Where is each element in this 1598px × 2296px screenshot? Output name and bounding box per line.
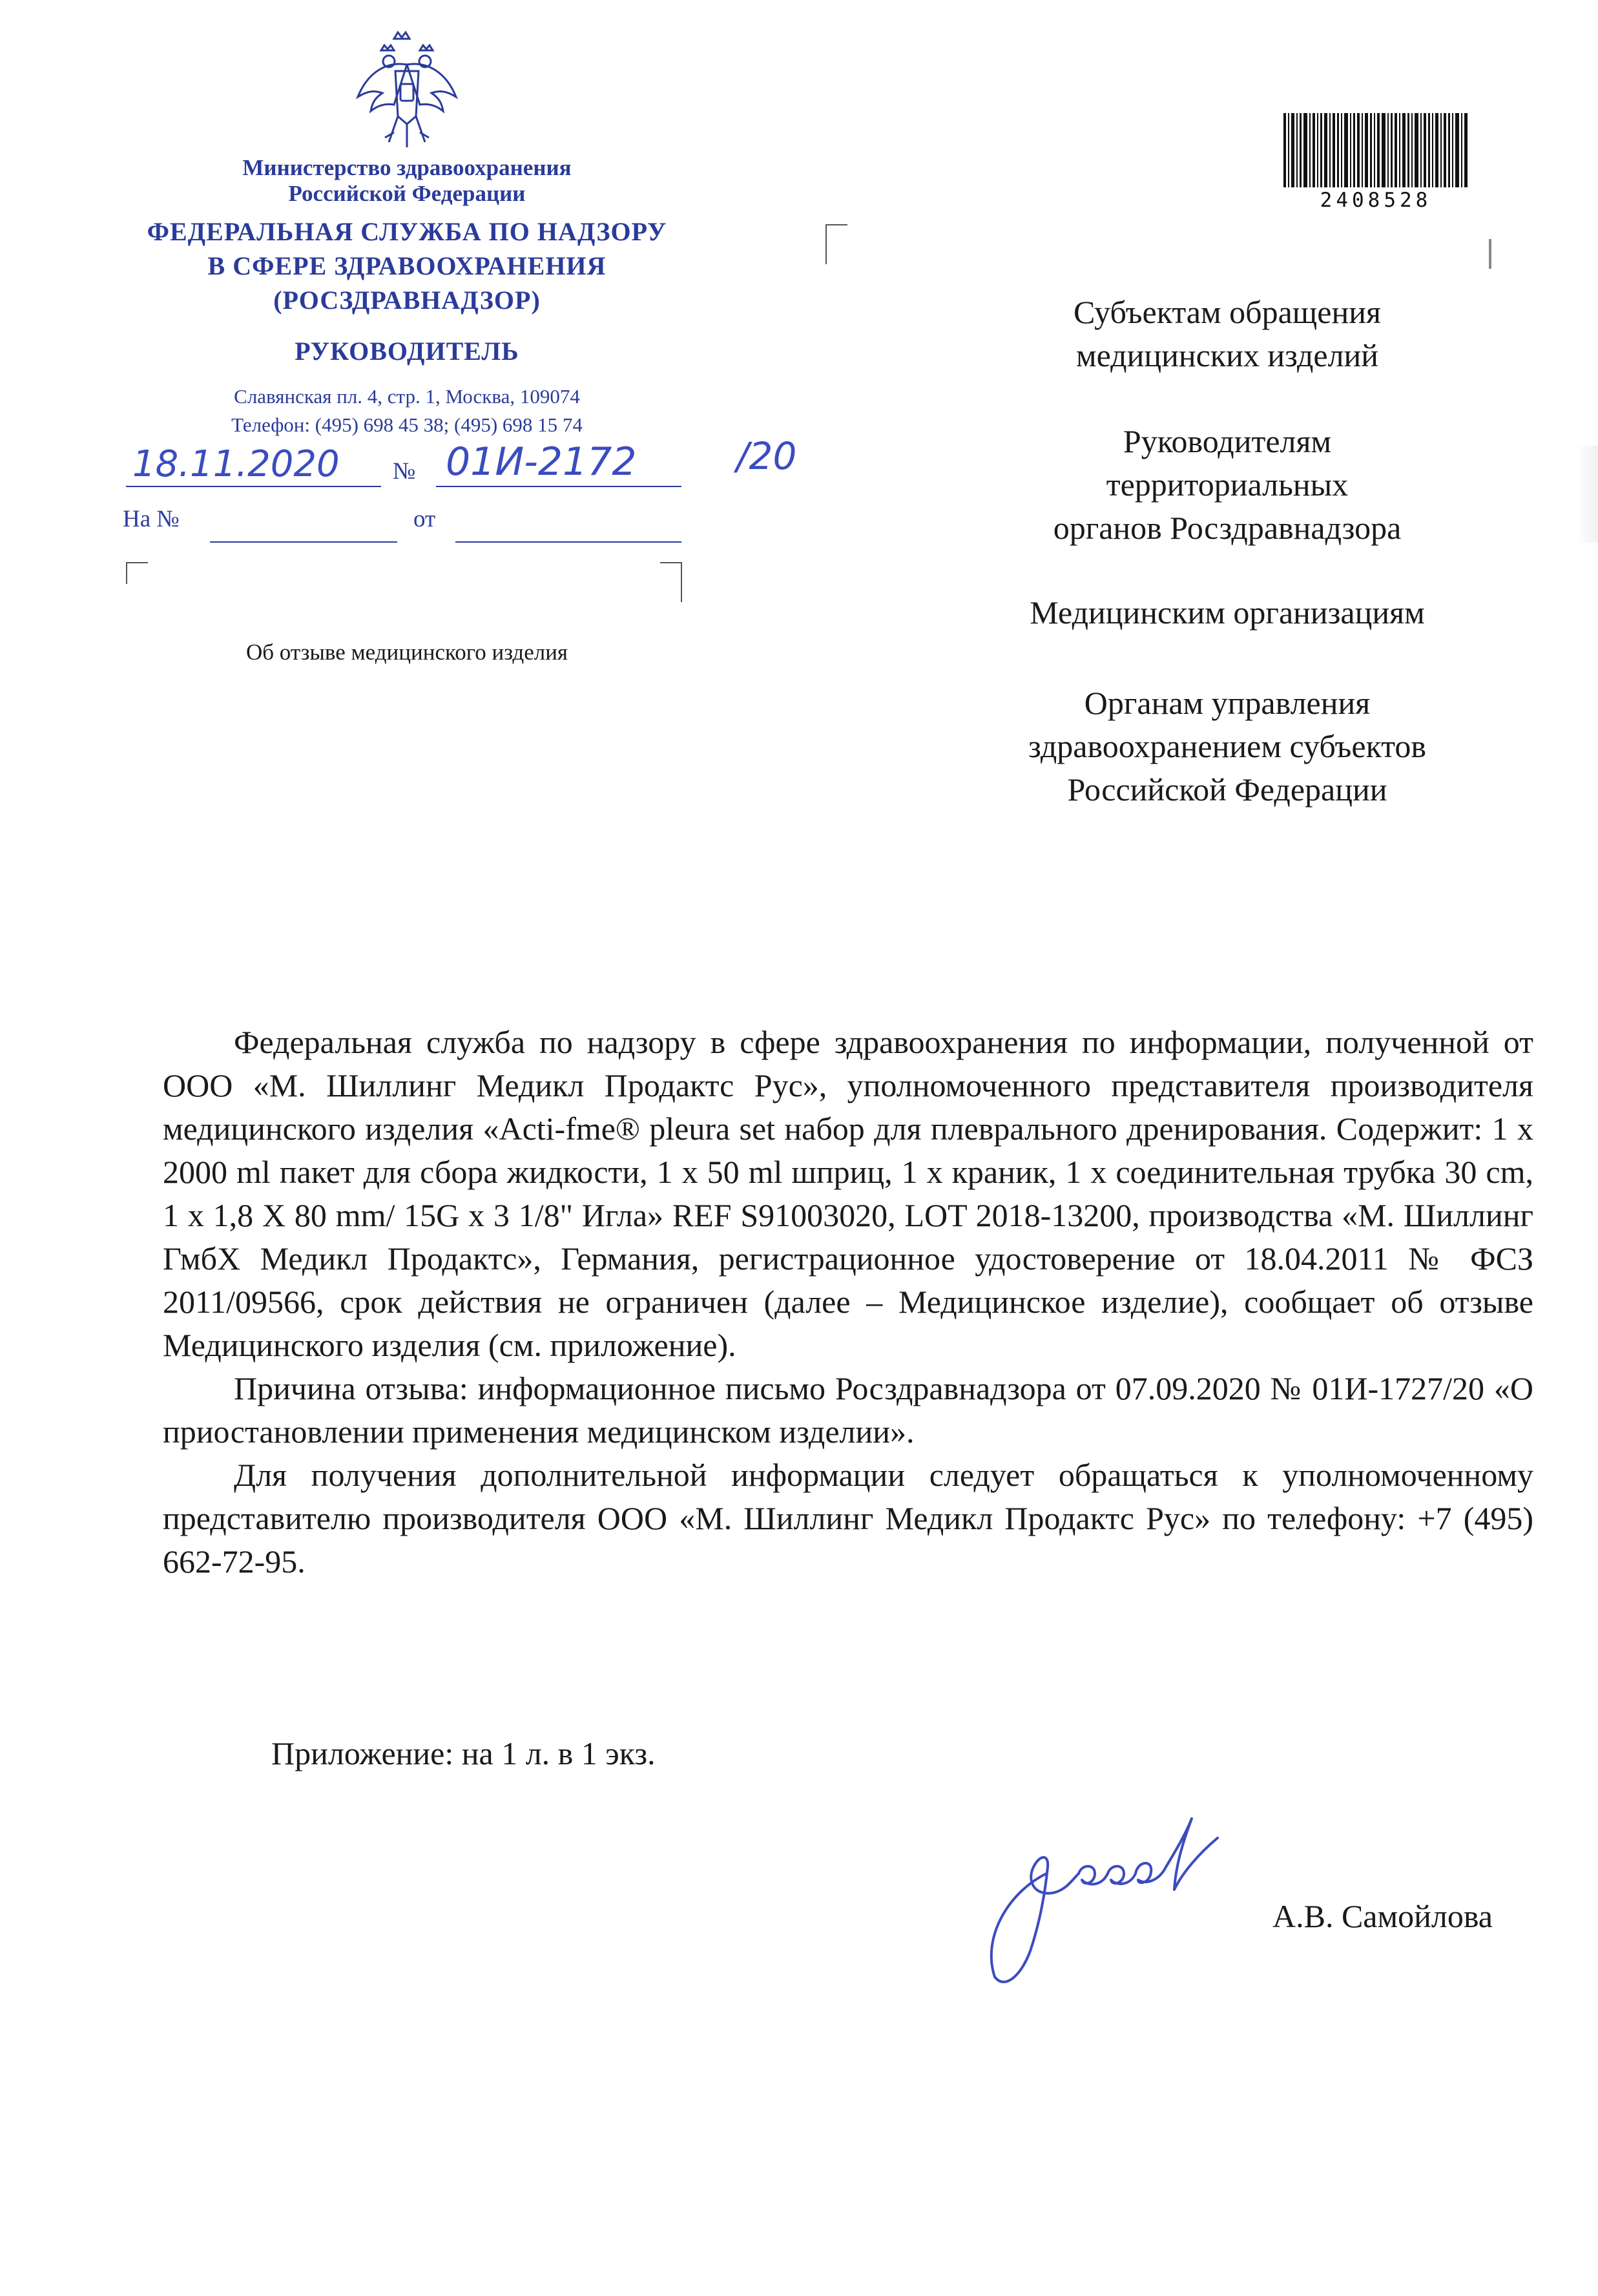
addressee-4-line3: Российской Федерации xyxy=(1067,771,1387,808)
handwritten-number: 01И-2172 xyxy=(446,439,637,485)
addressee-2-line2: территориальных xyxy=(1106,466,1349,503)
handwritten-date: 18.11.2020 xyxy=(132,443,340,485)
appendix-note: Приложение: на 1 л. в 1 экз. xyxy=(271,1735,656,1771)
position-title: РУКОВОДИТЕЛЬ xyxy=(295,337,519,366)
handwritten-signature-icon xyxy=(969,1783,1253,1996)
service-name-line3: (РОСЗДРАВНАДЗОР) xyxy=(273,286,541,315)
subject-line: Об отзыве медицинского изделия xyxy=(245,640,568,665)
bracket-top-right xyxy=(660,562,682,602)
service-name-line2: В СФЕРЕ ЗДРАВООХРАНЕНИЯ xyxy=(207,251,607,280)
addressee-block-2 xyxy=(904,420,1550,550)
ministry-name-line2: Российской Федерации xyxy=(288,181,526,206)
date-underline xyxy=(126,486,381,487)
coat-of-arms-icon xyxy=(349,26,465,155)
body-paragraph-2: Причина отзыва: информационное письмо Росздравнадзора от 07.09.2020 № 01И-1727/20 «О приостановлении применения медицинском изделии». xyxy=(163,1370,1533,1450)
reply-to-label: На № xyxy=(123,506,180,532)
service-name-line1: ФЕДЕРАЛЬНАЯ СЛУЖБА ПО НАДЗОРУ xyxy=(147,217,667,246)
addressee-1-line1: Субъектам обращения xyxy=(1074,294,1381,330)
body-paragraph-3: Для получения дополнительной информации следует обращаться к уполномоченному представителю производителя ООО «М. Шиллинг Медикл Продактс Рус» по телефону: +7 (495) 662-72-95. xyxy=(163,1457,1533,1580)
addressee-block-1 xyxy=(904,291,1550,377)
addressee-block-3 xyxy=(904,591,1550,634)
scan-mark xyxy=(1489,239,1491,269)
reply-date-blank xyxy=(455,541,681,543)
ministry-name-line1: Министерство здравоохранения xyxy=(242,155,572,180)
addressee-bracket xyxy=(825,224,847,264)
addressee-1-line2: медицинских изделий xyxy=(1075,337,1379,373)
address-line: Славянская пл. 4, стр. 1, Москва, 109074 xyxy=(234,385,580,408)
number-sign: № xyxy=(393,458,416,485)
addressee-2-line3: органов Росздравнадзора xyxy=(1053,510,1402,546)
body-paragraph-1: Федеральная служба по надзору в сфере здравоохранения по информации, полученной от ООО «М. Шиллинг Медикл Продактс Рус», уполномоченного представителя производителя медицинского изделия «Acti-fme® pleura set набор для плеврального дренирования. Содержит: 1 x 2000 ml пакет для сбора жидкости, 1 x 50 ml шприц, 1 x краник, 1 x соединительная трубка 30 cm, 1 x 1,8 X 80 mm/ 15G x 3 1/8" Игла» REF S91003020, LOT 2018-13200, производства «М. Шиллинг ГмбХ Медикл Продактс», Германия, регистрационное удостоверение от 18.04.2011 № ФСЗ 2011/09566, срок действия не ограничен (далее – Медицинское изделие), сообщает об отзыве Медицинского изделия (см. приложение). xyxy=(163,1024,1533,1363)
from-label: от xyxy=(413,506,436,532)
bracket-top-left xyxy=(126,562,148,584)
addressee-block-4 xyxy=(904,682,1550,811)
addressee-2-line1: Руководителям xyxy=(1123,423,1332,459)
addressee-4-line1: Органам управления xyxy=(1084,685,1371,721)
signer-name: А.В. Самойлова xyxy=(1272,1898,1493,1934)
barcode-icon xyxy=(1282,113,1469,187)
barcode-number: 2408528 xyxy=(1320,189,1432,212)
addressee-3-line1: Медицинским организациям xyxy=(1030,594,1425,631)
scan-shadow xyxy=(1576,446,1598,543)
handwritten-number-suffix: /20 xyxy=(736,434,797,478)
reply-number-blank xyxy=(210,541,397,543)
addressee-4-line2: здравоохранением субъектов xyxy=(1028,728,1427,764)
number-underline xyxy=(436,486,681,487)
letter-body xyxy=(163,1021,1533,1583)
phone-line: Телефон: (495) 698 45 38; (495) 698 15 74 xyxy=(231,413,583,436)
